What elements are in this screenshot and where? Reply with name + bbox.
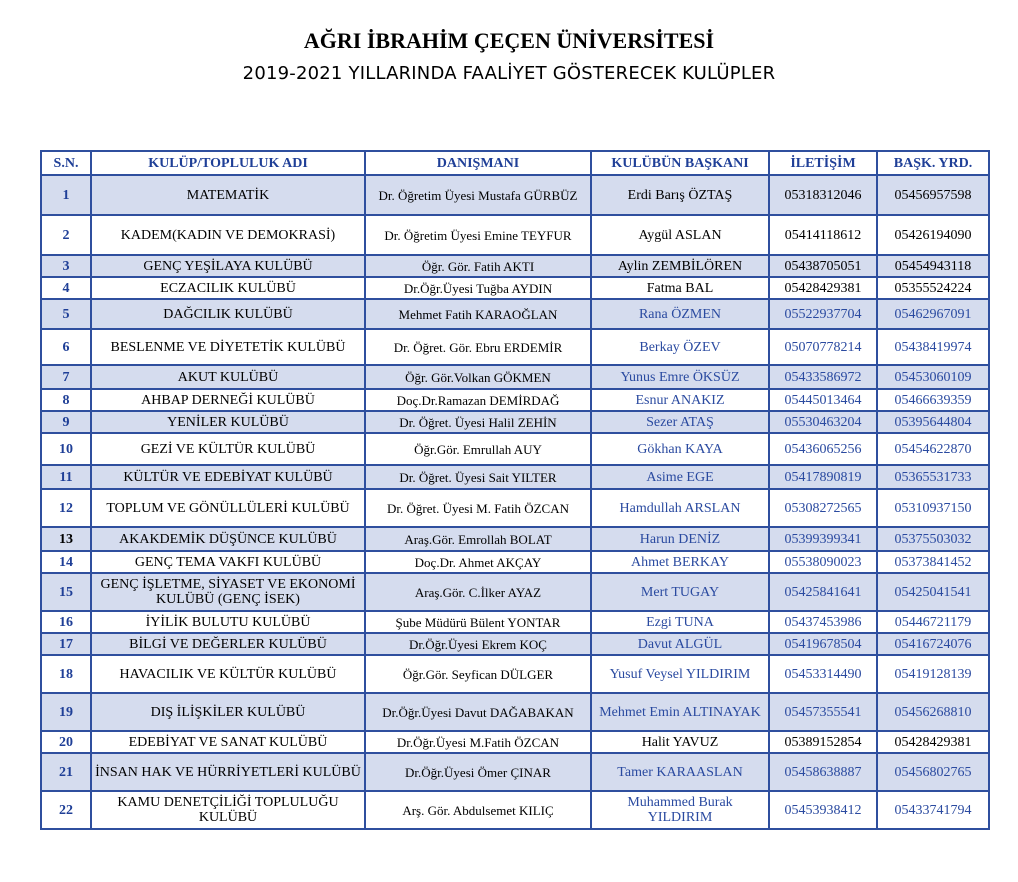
- president-name: Berkay ÖZEV: [591, 329, 769, 365]
- table-row: [41, 791, 989, 829]
- club-name: İYİLİK BULUTU KULÜBÜ: [91, 611, 365, 633]
- contact-phone: 05433586972: [769, 365, 877, 389]
- club-name: KAMU DENETÇİLİĞİ TOPLULUĞU KULÜBÜ: [91, 791, 365, 829]
- vice-president-phone: 05456957598: [877, 175, 989, 215]
- row-number: 10: [41, 433, 91, 465]
- row-number: 17: [41, 633, 91, 655]
- club-name: GENÇ İŞLETME, SİYASET VE EKONOMİ KULÜBÜ (GENÇ İSEK): [91, 573, 365, 611]
- president-name: Mert TUGAY: [591, 573, 769, 611]
- advisor-name: Mehmet Fatih KARAOĞLAN: [365, 299, 591, 329]
- advisor-name: Öğr. Gör.Volkan GÖKMEN: [365, 365, 591, 389]
- table-row: [41, 299, 989, 329]
- advisor-name: Dr. Öğret. Üyesi M. Fatih ÖZCAN: [365, 489, 591, 527]
- president-name: Harun DENİZ: [591, 527, 769, 551]
- vice-president-phone: 05395644804: [877, 411, 989, 433]
- president-name: Fatma BAL: [591, 277, 769, 299]
- club-name: ECZACILIK KULÜBÜ: [91, 277, 365, 299]
- vice-president-phone: 05419128139: [877, 655, 989, 693]
- table-row: [41, 365, 989, 389]
- club-name: HAVACILIK VE KÜLTÜR KULÜBÜ: [91, 655, 365, 693]
- advisor-name: Öğr.Gör. Emrullah AUY: [365, 433, 591, 465]
- table-row: [41, 489, 989, 527]
- contact-phone: 05438705051: [769, 255, 877, 277]
- table-row: [41, 573, 989, 611]
- vice-president-phone: 05454943118: [877, 255, 989, 277]
- table-row: [41, 329, 989, 365]
- club-name: BESLENME VE DİYETETİK KULÜBÜ: [91, 329, 365, 365]
- table-row: [41, 255, 989, 277]
- advisor-name: Dr. Öğretim Üyesi Mustafa GÜRBÜZ: [365, 175, 591, 215]
- advisor-name: Öğr.Gör. Seyfican DÜLGER: [365, 655, 591, 693]
- advisor-name: Dr.Öğr.Üyesi Davut DAĞABAKAN: [365, 693, 591, 731]
- president-name: Tamer KARAASLAN: [591, 753, 769, 791]
- advisor-name: Dr.Öğr.Üyesi M.Fatih ÖZCAN: [365, 731, 591, 753]
- club-name: GENÇ YEŞİLAYA KULÜBÜ: [91, 255, 365, 277]
- vice-president-phone: 05373841452: [877, 551, 989, 573]
- club-name: İNSAN HAK VE HÜRRİYETLERİ KULÜBÜ: [91, 753, 365, 791]
- row-number: 19: [41, 693, 91, 731]
- president-name: Yusuf Veysel YILDIRIM: [591, 655, 769, 693]
- president-name: Aylin ZEMBİLÖREN: [591, 255, 769, 277]
- club-name: TOPLUM VE GÖNÜLLÜLERİ KULÜBÜ: [91, 489, 365, 527]
- row-number: 15: [41, 573, 91, 611]
- table-row: [41, 465, 989, 489]
- row-number: 21: [41, 753, 91, 791]
- advisor-name: Dr. Öğretim Üyesi Emine TEYFUR: [365, 215, 591, 255]
- club-name: AKAKDEMİK DÜŞÜNCE KULÜBÜ: [91, 527, 365, 551]
- row-number: 18: [41, 655, 91, 693]
- table-row: [41, 611, 989, 633]
- row-number: 12: [41, 489, 91, 527]
- table-row: [41, 411, 989, 433]
- club-name: BİLGİ VE DEĞERLER KULÜBÜ: [91, 633, 365, 655]
- row-number: 2: [41, 215, 91, 255]
- club-name: GENÇ TEMA VAKFI KULÜBÜ: [91, 551, 365, 573]
- club-name: GEZİ VE KÜLTÜR KULÜBÜ: [91, 433, 365, 465]
- row-number: 4: [41, 277, 91, 299]
- table-row: [41, 527, 989, 551]
- president-name: Davut ALGÜL: [591, 633, 769, 655]
- row-number: 6: [41, 329, 91, 365]
- table-row: [41, 277, 989, 299]
- row-number: 16: [41, 611, 91, 633]
- contact-phone: 05389152854: [769, 731, 877, 753]
- club-name: KÜLTÜR VE EDEBİYAT KULÜBÜ: [91, 465, 365, 489]
- contact-phone: 05425841641: [769, 573, 877, 611]
- row-number: 1: [41, 175, 91, 215]
- president-name: Ezgi TUNA: [591, 611, 769, 633]
- president-name: Mehmet Emin ALTINAYAK: [591, 693, 769, 731]
- vice-president-phone: 05355524224: [877, 277, 989, 299]
- vice-president-phone: 05456802765: [877, 753, 989, 791]
- club-name: DIŞ İLİŞKİLER KULÜBÜ: [91, 693, 365, 731]
- header-club-name: KULÜP/TOPLULUK ADI: [91, 151, 365, 175]
- contact-phone: 05070778214: [769, 329, 877, 365]
- president-name: Hamdullah ARSLAN: [591, 489, 769, 527]
- president-name: Sezer ATAŞ: [591, 411, 769, 433]
- advisor-name: Dr. Öğret. Üyesi Halil ZEHİN: [365, 411, 591, 433]
- club-name: EDEBİYAT VE SANAT KULÜBÜ: [91, 731, 365, 753]
- row-number: 3: [41, 255, 91, 277]
- table-row: [41, 215, 989, 255]
- advisor-name: Dr.Öğr.Üyesi Ekrem KOÇ: [365, 633, 591, 655]
- contact-phone: 05538090023: [769, 551, 877, 573]
- header-contact: İLETİŞİM: [769, 151, 877, 175]
- table-row: [41, 655, 989, 693]
- club-name: DAĞCILIK KULÜBÜ: [91, 299, 365, 329]
- advisor-name: Dr. Öğret. Gör. Ebru ERDEMİR: [365, 329, 591, 365]
- clubs-table: [40, 150, 990, 830]
- vice-president-phone: 05462967091: [877, 299, 989, 329]
- table-row: [41, 433, 989, 465]
- vice-president-phone: 05426194090: [877, 215, 989, 255]
- contact-phone: 05457355541: [769, 693, 877, 731]
- contact-phone: 05453314490: [769, 655, 877, 693]
- table-row: [41, 389, 989, 411]
- vice-president-phone: 05433741794: [877, 791, 989, 829]
- row-number: 20: [41, 731, 91, 753]
- contact-phone: 05445013464: [769, 389, 877, 411]
- president-name: Muhammed Burak YILDIRIM: [591, 791, 769, 829]
- vice-president-phone: 05428429381: [877, 731, 989, 753]
- vice-president-phone: 05425041541: [877, 573, 989, 611]
- vice-president-phone: 05375503032: [877, 527, 989, 551]
- table-row: [41, 633, 989, 655]
- contact-phone: 05419678504: [769, 633, 877, 655]
- row-number: 5: [41, 299, 91, 329]
- advisor-name: Doç.Dr.Ramazan DEMİRDAĞ: [365, 389, 591, 411]
- president-name: Ahmet BERKAY: [591, 551, 769, 573]
- contact-phone: 05417890819: [769, 465, 877, 489]
- advisor-name: Öğr. Gör. Fatih AKTI: [365, 255, 591, 277]
- vice-president-phone: 05416724076: [877, 633, 989, 655]
- document-subtitle: 2019-2021 YILLARINDA FAALİYET GÖSTERECEK KULÜPLER: [242, 63, 776, 84]
- president-name: Rana ÖZMEN: [591, 299, 769, 329]
- president-name: Erdi Barış ÖZTAŞ: [591, 175, 769, 215]
- header-advisor: DANIŞMANI: [365, 151, 591, 175]
- contact-phone: 05414118612: [769, 215, 877, 255]
- table-row: [41, 693, 989, 731]
- advisor-name: Araş.Gör. Emrollah BOLAT: [365, 527, 591, 551]
- contact-phone: 05453938412: [769, 791, 877, 829]
- advisor-name: Dr.Öğr.Üyesi Tuğba AYDIN: [365, 277, 591, 299]
- row-number: 7: [41, 365, 91, 389]
- president-name: Esnur ANAKIZ: [591, 389, 769, 411]
- vice-president-phone: 05453060109: [877, 365, 989, 389]
- advisor-name: Arş. Gör. Abdulsemet KILIÇ: [365, 791, 591, 829]
- contact-phone: 05318312046: [769, 175, 877, 215]
- president-name: Yunus Emre ÖKSÜZ: [591, 365, 769, 389]
- row-number: 22: [41, 791, 91, 829]
- vice-president-phone: 05310937150: [877, 489, 989, 527]
- header-president: KULÜBÜN BAŞKANI: [591, 151, 769, 175]
- club-name: YENİLER KULÜBÜ: [91, 411, 365, 433]
- table-row: [41, 753, 989, 791]
- vice-president-phone: 05446721179: [877, 611, 989, 633]
- vice-president-phone: 05454622870: [877, 433, 989, 465]
- table-row: [41, 731, 989, 753]
- advisor-name: Dr.Öğr.Üyesi Ömer ÇINAR: [365, 753, 591, 791]
- row-number: 8: [41, 389, 91, 411]
- vice-president-phone: 05365531733: [877, 465, 989, 489]
- advisor-name: Dr. Öğret. Üyesi Sait YILTER: [365, 465, 591, 489]
- header-sn: S.N.: [41, 151, 91, 175]
- contact-phone: 05437453986: [769, 611, 877, 633]
- document-title: AĞRI İBRAHİM ÇEÇEN ÜNİVERSİTESİ: [303, 28, 715, 53]
- president-name: Aygül ASLAN: [591, 215, 769, 255]
- advisor-name: Doç.Dr. Ahmet AKÇAY: [365, 551, 591, 573]
- header-vice-president: BAŞK. YRD.: [877, 151, 989, 175]
- president-name: Asime EGE: [591, 465, 769, 489]
- table-row: [41, 551, 989, 573]
- club-name: AHBAP DERNEĞİ KULÜBÜ: [91, 389, 365, 411]
- contact-phone: 05436065256: [769, 433, 877, 465]
- row-number: 9: [41, 411, 91, 433]
- advisor-name: Şube Müdürü Bülent YONTAR: [365, 611, 591, 633]
- president-name: Halit YAVUZ: [591, 731, 769, 753]
- advisor-name: Araş.Gör. C.İlker AYAZ: [365, 573, 591, 611]
- club-name: AKUT KULÜBÜ: [91, 365, 365, 389]
- contact-phone: 05530463204: [769, 411, 877, 433]
- vice-president-phone: 05456268810: [877, 693, 989, 731]
- row-number: 13: [41, 527, 91, 551]
- president-name: Gökhan KAYA: [591, 433, 769, 465]
- vice-president-phone: 05466639359: [877, 389, 989, 411]
- contact-phone: 05522937704: [769, 299, 877, 329]
- contact-phone: 05428429381: [769, 277, 877, 299]
- club-name: MATEMATİK: [91, 175, 365, 215]
- row-number: 11: [41, 465, 91, 489]
- table-header-row: [41, 151, 989, 175]
- table-row: [41, 175, 989, 215]
- vice-president-phone: 05438419974: [877, 329, 989, 365]
- contact-phone: 05458638887: [769, 753, 877, 791]
- club-name: KADEM(KADIN VE DEMOKRASİ): [91, 215, 365, 255]
- contact-phone: 05308272565: [769, 489, 877, 527]
- row-number: 14: [41, 551, 91, 573]
- contact-phone: 05399399341: [769, 527, 877, 551]
